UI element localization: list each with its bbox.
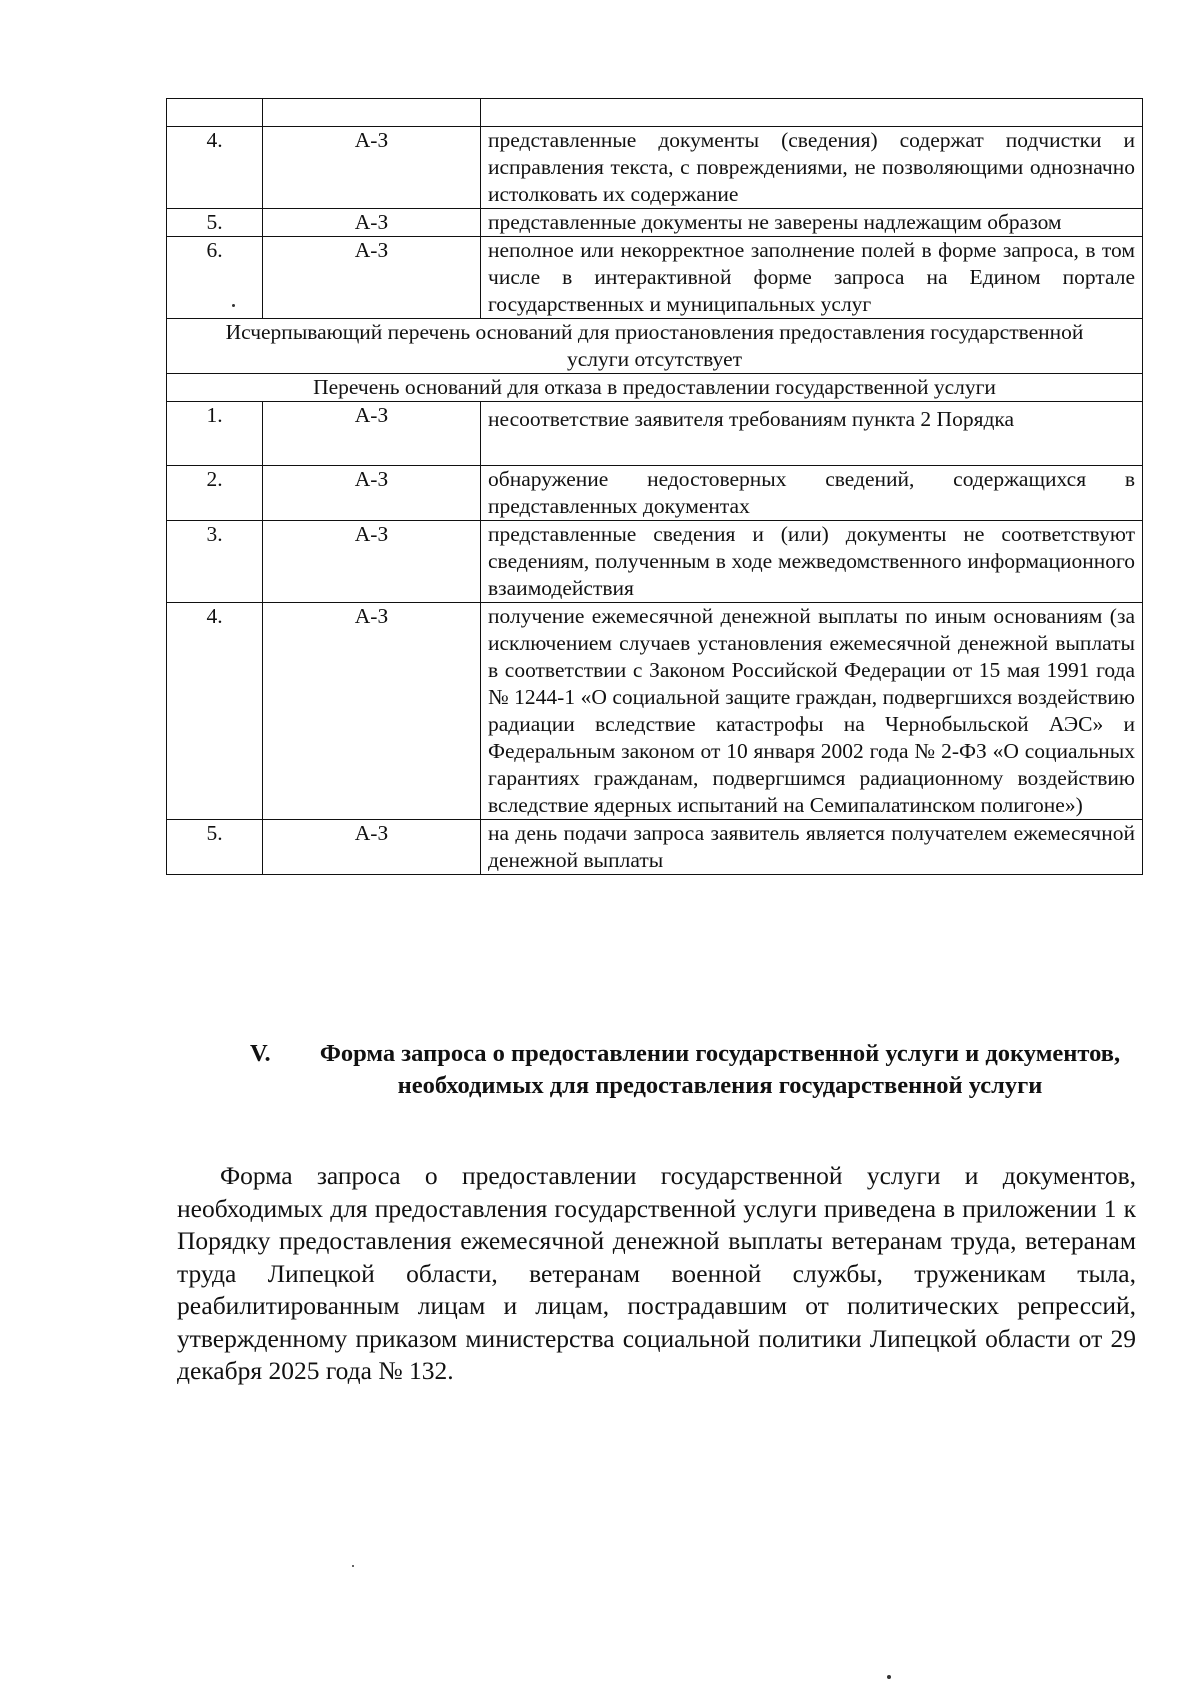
grounds-table bbox=[166, 98, 1143, 875]
table-span-row bbox=[167, 374, 1143, 402]
table-row bbox=[167, 209, 1143, 237]
table-row bbox=[167, 237, 1143, 319]
row-description: на день подачи запроса заявитель является получателем ежемесячной денежной выплаты bbox=[481, 820, 1143, 875]
row-code: А-З bbox=[263, 402, 481, 466]
row-description: обнаружение недостоверных сведений, содержащихся в представленных документах bbox=[481, 466, 1143, 521]
row-code: А-З bbox=[263, 466, 481, 521]
table-row bbox=[167, 603, 1143, 820]
section-heading bbox=[230, 1038, 1150, 1102]
row-number: 1. bbox=[167, 402, 263, 466]
row-description: получение ежемесячной денежной выплаты по иным основаниям (за исключением случаев установления ежемесячной денежной выплаты в соответствии с Законом Российской Федерации от 15 мая 1991 года № 1244-1 «О социальной защите граждан, подвергшихся воздействию радиации вследствие катастрофы на Чернобыльской АЭС» и Федеральным законом от 10 января 2002 года № 2-ФЗ «О социальных гарантиях гражданам, подвергшимся радиационному воздействию вследствие ядерных испытаний на Семипалатинском полигоне») bbox=[481, 603, 1143, 820]
table-row bbox=[167, 402, 1143, 466]
row-number: 5. bbox=[167, 820, 263, 875]
scan-speck bbox=[232, 304, 235, 307]
table-header-row bbox=[167, 99, 1143, 127]
body-paragraph: Форма запроса о предоставлении государственной услуги и документов, необходимых для предоставления государственной услуги приведена в приложении 1 к Порядку предоставления ежемесячной денежной выплаты ветеранам труда, ветеранам труда Липецкой области, ветеранам военной службы, труженикам тыла, реабилитированным лицам и лицам, пострадавшим от политических репрессий, утвержденному приказом министерства социальной политики Липецкой области от 29 декабря 2025 года № 132. bbox=[177, 1161, 1136, 1385]
empty-cell bbox=[263, 99, 481, 127]
section-number: V. bbox=[250, 1040, 271, 1067]
table-row bbox=[167, 466, 1143, 521]
suspension-note: Исчерпывающий перечень оснований для приостановления предоставления государственной услуги отсутствует bbox=[167, 319, 1143, 374]
row-code: А-З bbox=[263, 209, 481, 237]
section-title: Форма запроса о предоставлении государственной услуги и документов, необходимых для предоставления государственной услуги bbox=[319, 1040, 1121, 1099]
scan-speck bbox=[887, 1675, 891, 1679]
row-code: А-З bbox=[263, 127, 481, 209]
row-number: 2. bbox=[167, 466, 263, 521]
row-number: 6. bbox=[167, 237, 263, 319]
row-code: А-З bbox=[263, 237, 481, 319]
table-row bbox=[167, 521, 1143, 603]
row-code: А-З bbox=[263, 820, 481, 875]
row-description: представленные документы (сведения) содержат подчистки и исправления текста, с повреждениями, не позволяющими однозначно истолковать их содержание bbox=[481, 127, 1143, 209]
row-number: 4. bbox=[167, 603, 263, 820]
row-number: 3. bbox=[167, 521, 263, 603]
row-code: А-З bbox=[263, 521, 481, 603]
scan-speck bbox=[352, 1565, 354, 1567]
row-number: 5. bbox=[167, 209, 263, 237]
empty-cell bbox=[481, 99, 1143, 127]
row-description: представленные документы не заверены надлежащим образом bbox=[481, 209, 1143, 237]
empty-cell bbox=[167, 99, 263, 127]
table-row bbox=[167, 127, 1143, 209]
table-span-row bbox=[167, 319, 1143, 374]
table-row bbox=[167, 820, 1143, 875]
row-description: неполное или некорректное заполнение полей в форме запроса, в том числе в интерактивной форме запроса на Едином портале государственных и муниципальных услуг bbox=[481, 237, 1143, 319]
row-description: несоответствие заявителя требованиям пункта 2 Порядка bbox=[481, 402, 1143, 466]
row-code: А-З bbox=[263, 603, 481, 820]
refusal-heading: Перечень оснований для отказа в предоставлении государственной услуги bbox=[167, 374, 1143, 402]
row-number: 4. bbox=[167, 127, 263, 209]
row-description: представленные сведения и (или) документы не соответствуют сведениям, полученным в ходе межведомственного информационного взаимодействия bbox=[481, 521, 1143, 603]
